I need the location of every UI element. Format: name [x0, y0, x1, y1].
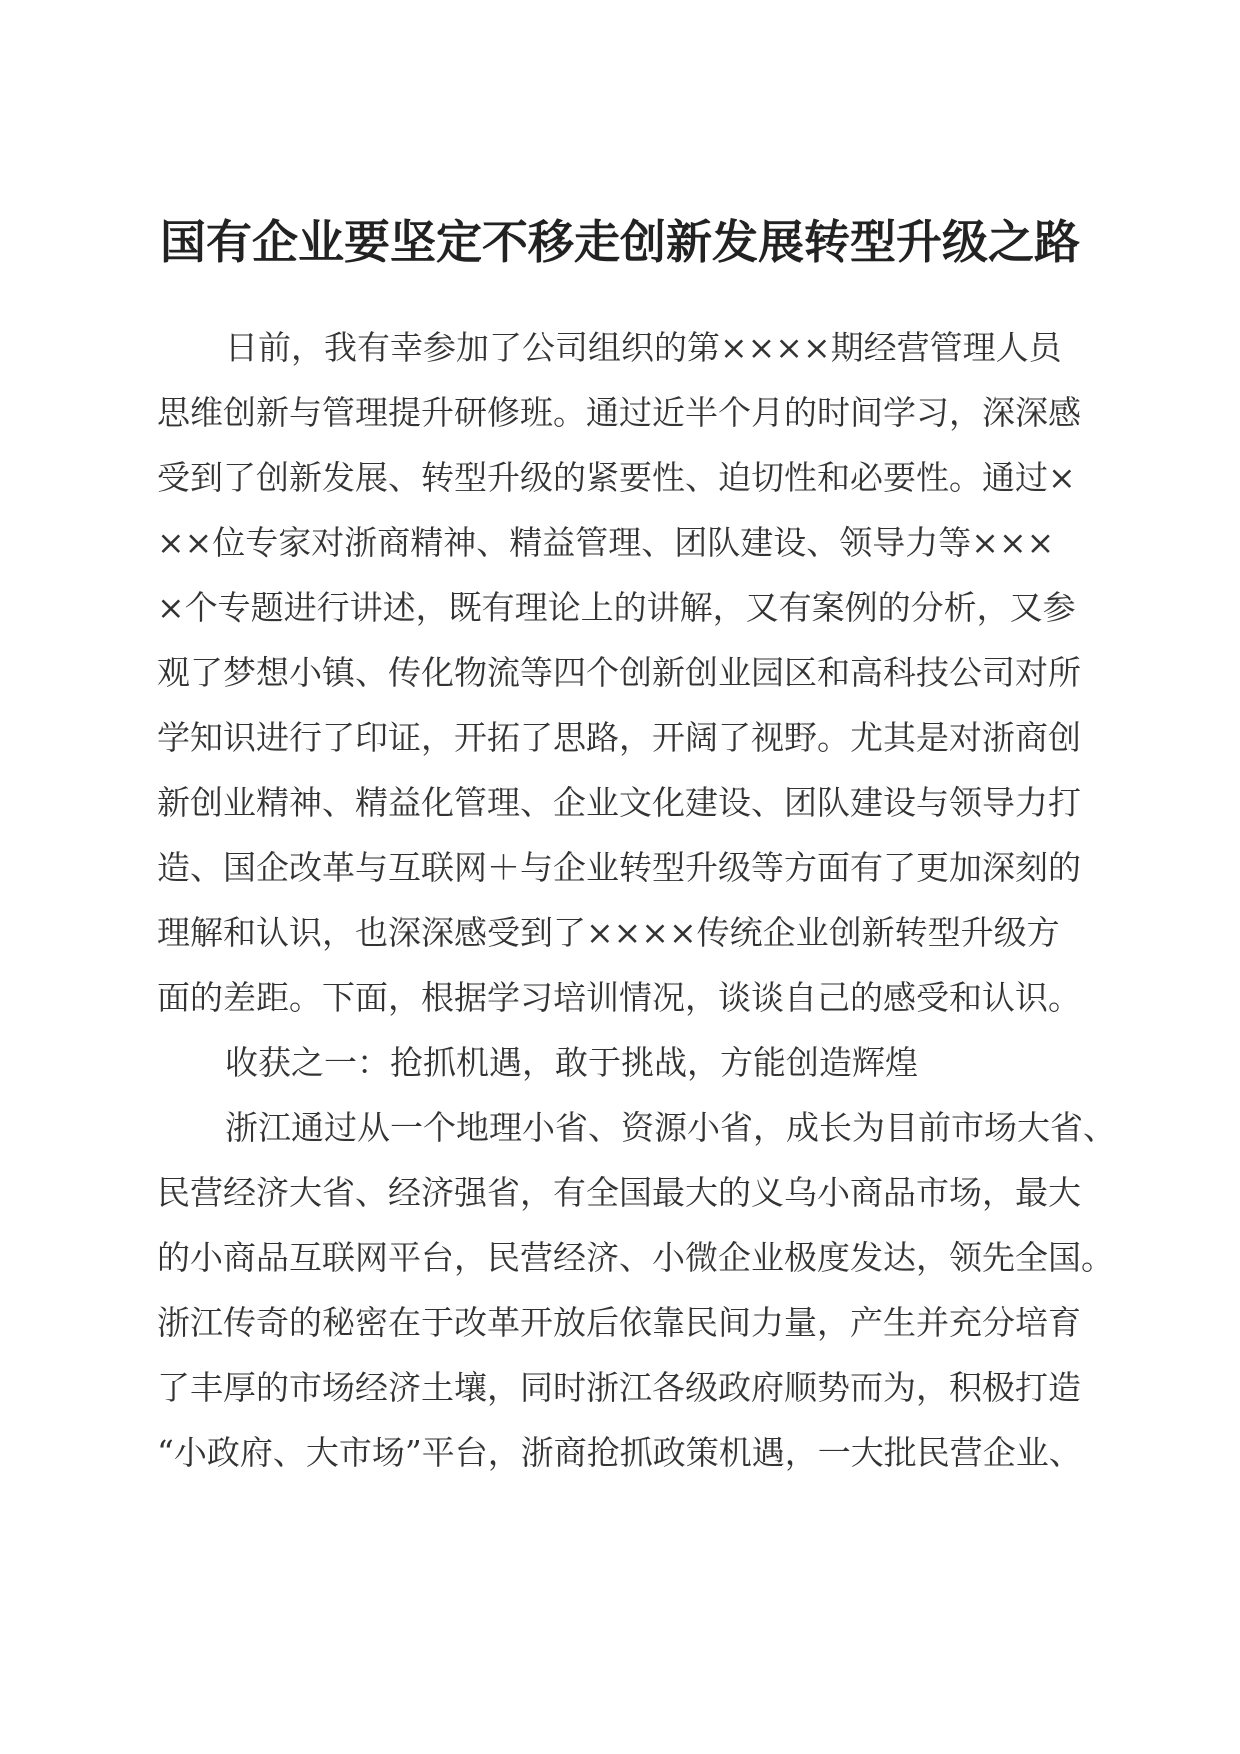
- text-line: 浙江通过从一个地理小省、资源小省，成长为目前市场大省、: [225, 1108, 1116, 1147]
- text-line: 新创业精神、精益化管理、企业文化建设、团队建设与领导力打: [157, 783, 1081, 822]
- section-heading: 收获之一：抢抓机遇，敢于挑战，方能创造辉煌: [225, 1043, 918, 1082]
- text-line: 思维创新与管理提升研修班。通过近半个月的时间学习，深深感: [157, 393, 1081, 432]
- text-line: 浙江传奇的秘密在于改革开放后依靠民间力量，产生并充分培育: [157, 1303, 1081, 1342]
- text-line: 理解和认识，也深深感受到了××××传统企业创新转型升级方: [157, 913, 1060, 952]
- text-line: “小政府、大市场”平台，浙商抢抓政策机遇，一大批民营企业、: [157, 1433, 1082, 1472]
- text-line: 学知识进行了印证，开拓了思路，开阔了视野。尤其是对浙商创: [157, 718, 1081, 757]
- text-line: ×个专题进行讲述，既有理论上的讲解，又有案例的分析，又参: [157, 588, 1076, 627]
- text-line: 受到了创新发展、转型升级的紧要性、迫切性和必要性。通过×: [157, 458, 1076, 497]
- document-title: 国有企业要坚定不移走创新发展转型升级之路: [160, 215, 1080, 269]
- paragraph-section-heading: [157, 1030, 1087, 1095]
- text-line: 造、国企改革与互联网＋与企业转型升级等方面有了更加深刻的: [157, 848, 1081, 887]
- text-line: 民营经济大省、经济强省，有全国最大的义乌小商品市场，最大: [157, 1173, 1081, 1212]
- text-line: 观了梦想小镇、传化物流等四个创新创业园区和高科技公司对所: [157, 653, 1081, 692]
- text-line: 的小商品互联网平台，民营经济、小微企业极度发达，领先全国。: [157, 1238, 1114, 1277]
- text-line: ××位专家对浙商精神、精益管理、团队建设、领导力等×××: [157, 523, 1055, 562]
- paragraph-zhejiang: [157, 1095, 1116, 1485]
- text-line: 了丰厚的市场经济土壤，同时浙江各级政府顺势而为，积极打造: [157, 1368, 1081, 1407]
- paragraph-intro: [157, 315, 1087, 1030]
- text-line: 日前，我有幸参加了公司组织的第××××期经营管理人员: [225, 328, 1062, 367]
- text-line: 面的差距。下面，根据学习培训情况，谈谈自己的感受和认识。: [157, 978, 1081, 1017]
- document-body: [157, 315, 1116, 1485]
